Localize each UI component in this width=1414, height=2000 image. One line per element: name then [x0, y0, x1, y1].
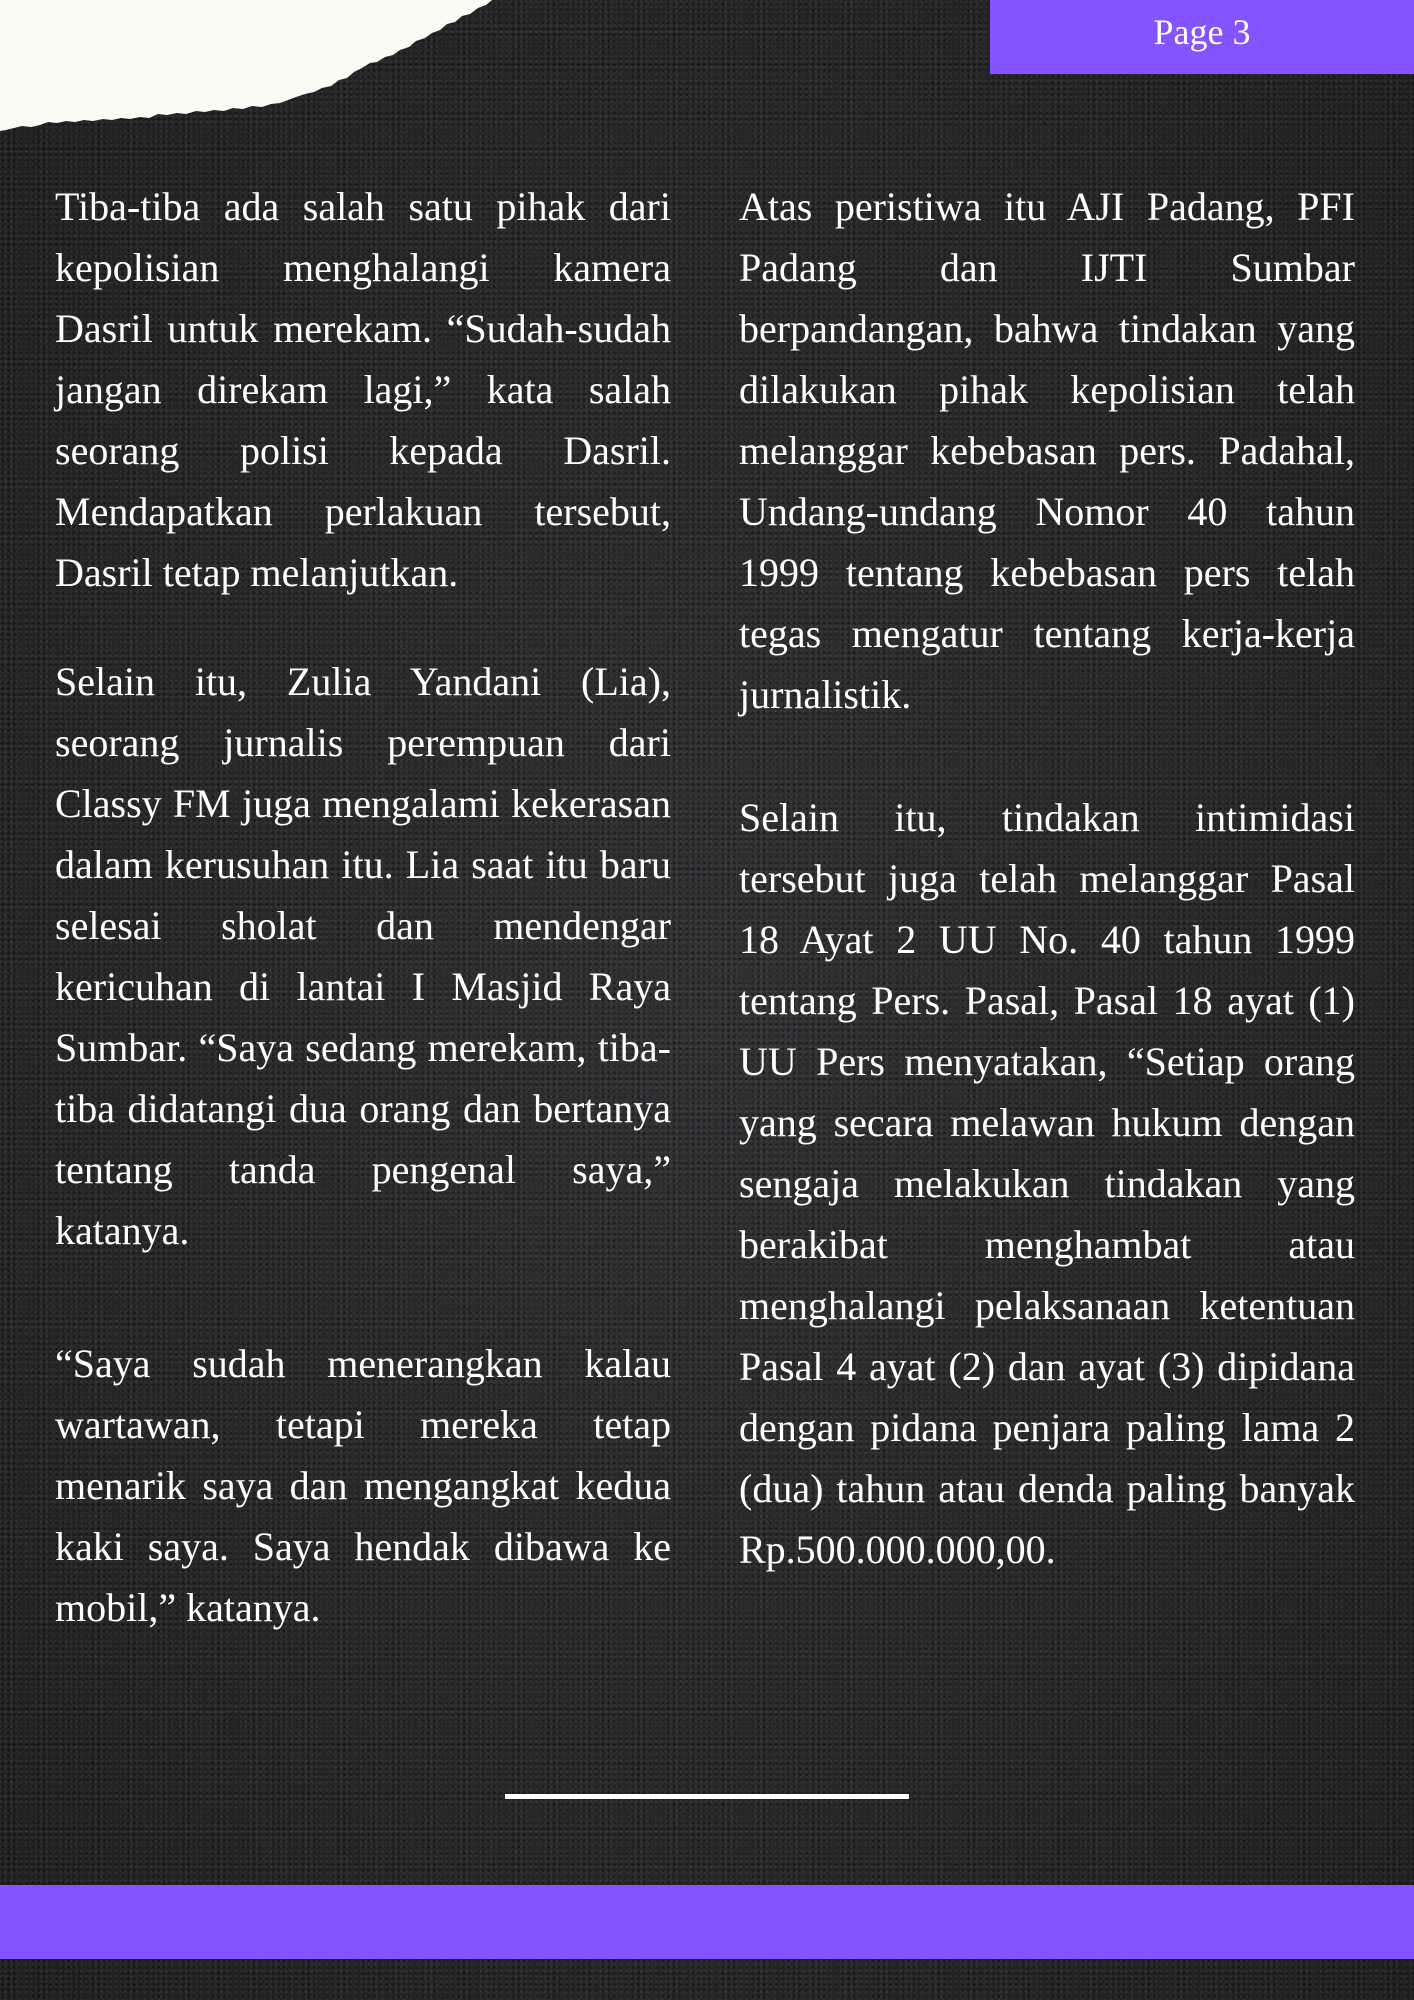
section-divider: [505, 1794, 909, 1799]
torn-paper-corner: [0, 0, 520, 150]
article-column-right: [739, 176, 1355, 1580]
paragraph: “Saya sudah menerangkan kalau wartawan, tetapi mereka tetap menarik saya dan mengangkat kedua kaki saya. Saya hendak dibawa ke mobil,” katanya.: [55, 1341, 671, 1630]
paragraph: Selain itu, Zulia Yandani (Lia), seorang jurnalis perempuan dari Classy FM juga mengalami kekerasan dalam kerusuhan itu. Lia saat itu baru selesai sholat dan mendengar kericuhan di lantai I Masjid Raya Sumbar. “Saya sedang merekam, tiba-tiba didatangi dua orang dan bertanya tentang tanda pengenal saya,” katanya.: [55, 659, 671, 1253]
paragraph: Atas peristiwa itu AJI Padang, PFI Padang dan IJTI Sumbar berpandangan, bahwa tindakan yang dilakukan pihak kepolisian telah melanggar kebebasan pers. Padahal, Undang-undang Nomor 40 tahun 1999 tentang kebebasan pers telah tegas mengatur tentang kerja-kerja jurnalistik.: [739, 184, 1355, 717]
paragraph: Tiba-tiba ada salah satu pihak dari kepolisian menghalangi kamera Dasril untuk merekam. “Sudah-sudah jangan direkam lagi,” kata salah seorang polisi kepada Dasril. Mendapatkan perlakuan tersebut, Dasril tetap melanjutkan.: [55, 184, 671, 595]
paragraph: Selain itu, tindakan intimidasi tersebut juga telah melanggar Pasal 18 Ayat 2 UU No. 40 tahun 1999 tentang Pers. Pasal, Pasal 18 ayat (1) UU Pers menyatakan, “Setiap orang yang secara melawan hukum dengan sengaja melakukan tindakan yang berakibat menghambat atau menghalangi pelaksanaan ketentuan Pasal 4 ayat (2) dan ayat (3) dipidana dengan pidana penjara paling lama 2 (dua) tahun atau denda paling banyak Rp.500.000.000,00.: [739, 795, 1355, 1572]
page-number-label: Page 3: [1153, 12, 1251, 52]
page-number-tab: [990, 0, 1414, 74]
article-column-left: [55, 176, 671, 1638]
footer-accent-band: [0, 1885, 1414, 1959]
